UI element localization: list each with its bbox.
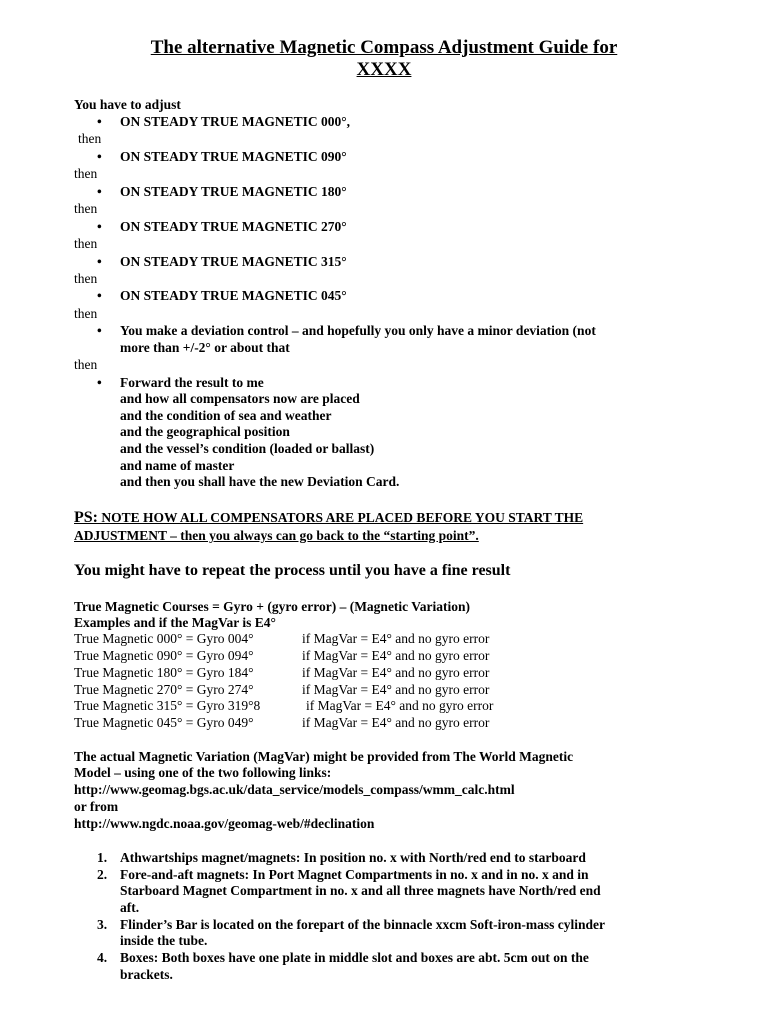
example-course: True Magnetic 270° = Gyro 274° <box>74 682 254 697</box>
bullet: • <box>97 184 102 199</box>
list-item-1-line-1: Athwartships magnet/magnets: In position no. x with North/red end to starboard <box>120 850 586 865</box>
forward-line-3: and the condition of sea and weather <box>120 408 332 423</box>
examples-heading: Examples and if the MagVar is E4° <box>74 615 276 630</box>
then-text: then <box>78 131 102 146</box>
step-090: ON STEADY TRUE MAGNETIC 090° <box>120 149 347 164</box>
forward-line-4: and the geographical position <box>120 424 290 439</box>
bullet: • <box>97 254 102 269</box>
bullet: • <box>97 114 102 129</box>
list-number: 1. <box>97 850 108 865</box>
then-text: then <box>74 271 98 286</box>
example-note: if MagVar = E4° and no gyro error <box>302 631 490 646</box>
example-row <box>74 681 490 698</box>
intro-text: You have to adjust <box>74 97 181 112</box>
bullet: • <box>97 149 102 164</box>
deviation-control-line-1: You make a deviation control – and hopefully you only have a minor deviation (not <box>120 323 596 338</box>
example-note: if MagVar = E4° and no gyro error <box>302 665 490 680</box>
ps-text-1: NOTE HOW ALL COMPENSATORS ARE PLACED BEFORE YOU START THE <box>98 510 584 525</box>
formula-text: True Magnetic Courses = Gyro + (gyro error) – (Magnetic Variation) <box>74 599 471 614</box>
list-number: 4. <box>97 950 108 965</box>
noaa-link[interactable]: http://www.ngdc.noaa.gov/geomag-web/#declination <box>74 816 375 831</box>
example-course: True Magnetic 000° = Gyro 004° <box>74 631 254 646</box>
bullet: • <box>97 375 102 390</box>
example-course: True Magnetic 045° = Gyro 049° <box>74 715 254 730</box>
then-text: then <box>74 306 98 321</box>
step-045: ON STEADY TRUE MAGNETIC 045° <box>120 288 347 303</box>
example-row <box>74 647 490 664</box>
list-item-3-line-2: inside the tube. <box>120 933 208 948</box>
list-item-4-line-1: Boxes: Both boxes have one plate in middle slot and boxes are abt. 5cm out on the <box>120 950 589 965</box>
list-item-2-line-3: aft. <box>120 900 140 915</box>
or-from-text: or from <box>74 799 119 814</box>
bullet: • <box>97 323 102 338</box>
forward-line-6: and name of master <box>120 458 235 473</box>
then-text: then <box>74 201 98 216</box>
step-270: ON STEADY TRUE MAGNETIC 270° <box>120 219 347 234</box>
then-text: then <box>74 166 98 181</box>
list-item-2-line-2: Starboard Magnet Compartment in no. x and all three magnets have North/red end <box>120 883 601 898</box>
step-180: ON STEADY TRUE MAGNETIC 180° <box>120 184 347 199</box>
list-number: 2. <box>97 867 108 882</box>
list-number: 3. <box>97 917 108 932</box>
example-note: if MagVar = E4° and no gyro error <box>306 698 494 713</box>
example-course: True Magnetic 180° = Gyro 184° <box>74 665 254 680</box>
title-line-2: XXXX <box>356 59 412 80</box>
step-315: ON STEADY TRUE MAGNETIC 315° <box>120 254 347 269</box>
example-row <box>74 697 494 714</box>
magvar-line-1: The actual Magnetic Variation (MagVar) might be provided from The World Magnetic <box>74 749 574 764</box>
example-row <box>74 630 490 647</box>
example-note: if MagVar = E4° and no gyro error <box>302 648 490 663</box>
forward-line-1: Forward the result to me <box>120 375 264 390</box>
then-text: then <box>74 236 98 251</box>
then-text: then <box>74 357 98 372</box>
forward-line-5: and the vessel’s condition (loaded or ballast) <box>120 441 375 456</box>
example-note: if MagVar = E4° and no gyro error <box>302 715 490 730</box>
repeat-heading: You might have to repeat the process until you have a fine result <box>74 562 511 579</box>
example-course: True Magnetic 315° = Gyro 319°8 <box>74 698 261 713</box>
bullet: • <box>97 288 102 303</box>
title-line-1: The alternative Magnetic Compass Adjustment Guide for <box>150 37 618 58</box>
bullet: • <box>97 219 102 234</box>
example-note: if MagVar = E4° and no gyro error <box>302 682 490 697</box>
magvar-line-2: Model – using one of the two following links: <box>74 765 332 780</box>
forward-line-2: and how all compensators now are placed <box>120 391 360 406</box>
forward-line-7: and then you shall have the new Deviation Card. <box>120 474 400 489</box>
list-item-4-line-2: brackets. <box>120 967 173 982</box>
ps-label: PS: <box>74 509 98 526</box>
list-item-3-line-1: Flinder’s Bar is located on the forepart of the binnacle xxcm Soft-iron-mass cylinder <box>120 917 605 932</box>
bgs-link[interactable]: http://www.geomag.bgs.ac.uk/data_service/models_compass/wmm_calc.html <box>74 782 515 797</box>
ps-line-1 <box>74 509 583 526</box>
step-000: ON STEADY TRUE MAGNETIC 000°, <box>120 114 351 129</box>
example-course: True Magnetic 090° = Gyro 094° <box>74 648 254 663</box>
example-row <box>74 714 490 731</box>
ps-line-2: ADJUSTMENT – then you always can go back to the “starting point”. <box>74 528 479 543</box>
deviation-control-line-2: more than +/-2° or about that <box>120 340 290 355</box>
list-item-2-line-1: Fore-and-aft magnets: In Port Magnet Compartments in no. x and in no. x and in <box>120 867 589 882</box>
example-row <box>74 664 490 681</box>
